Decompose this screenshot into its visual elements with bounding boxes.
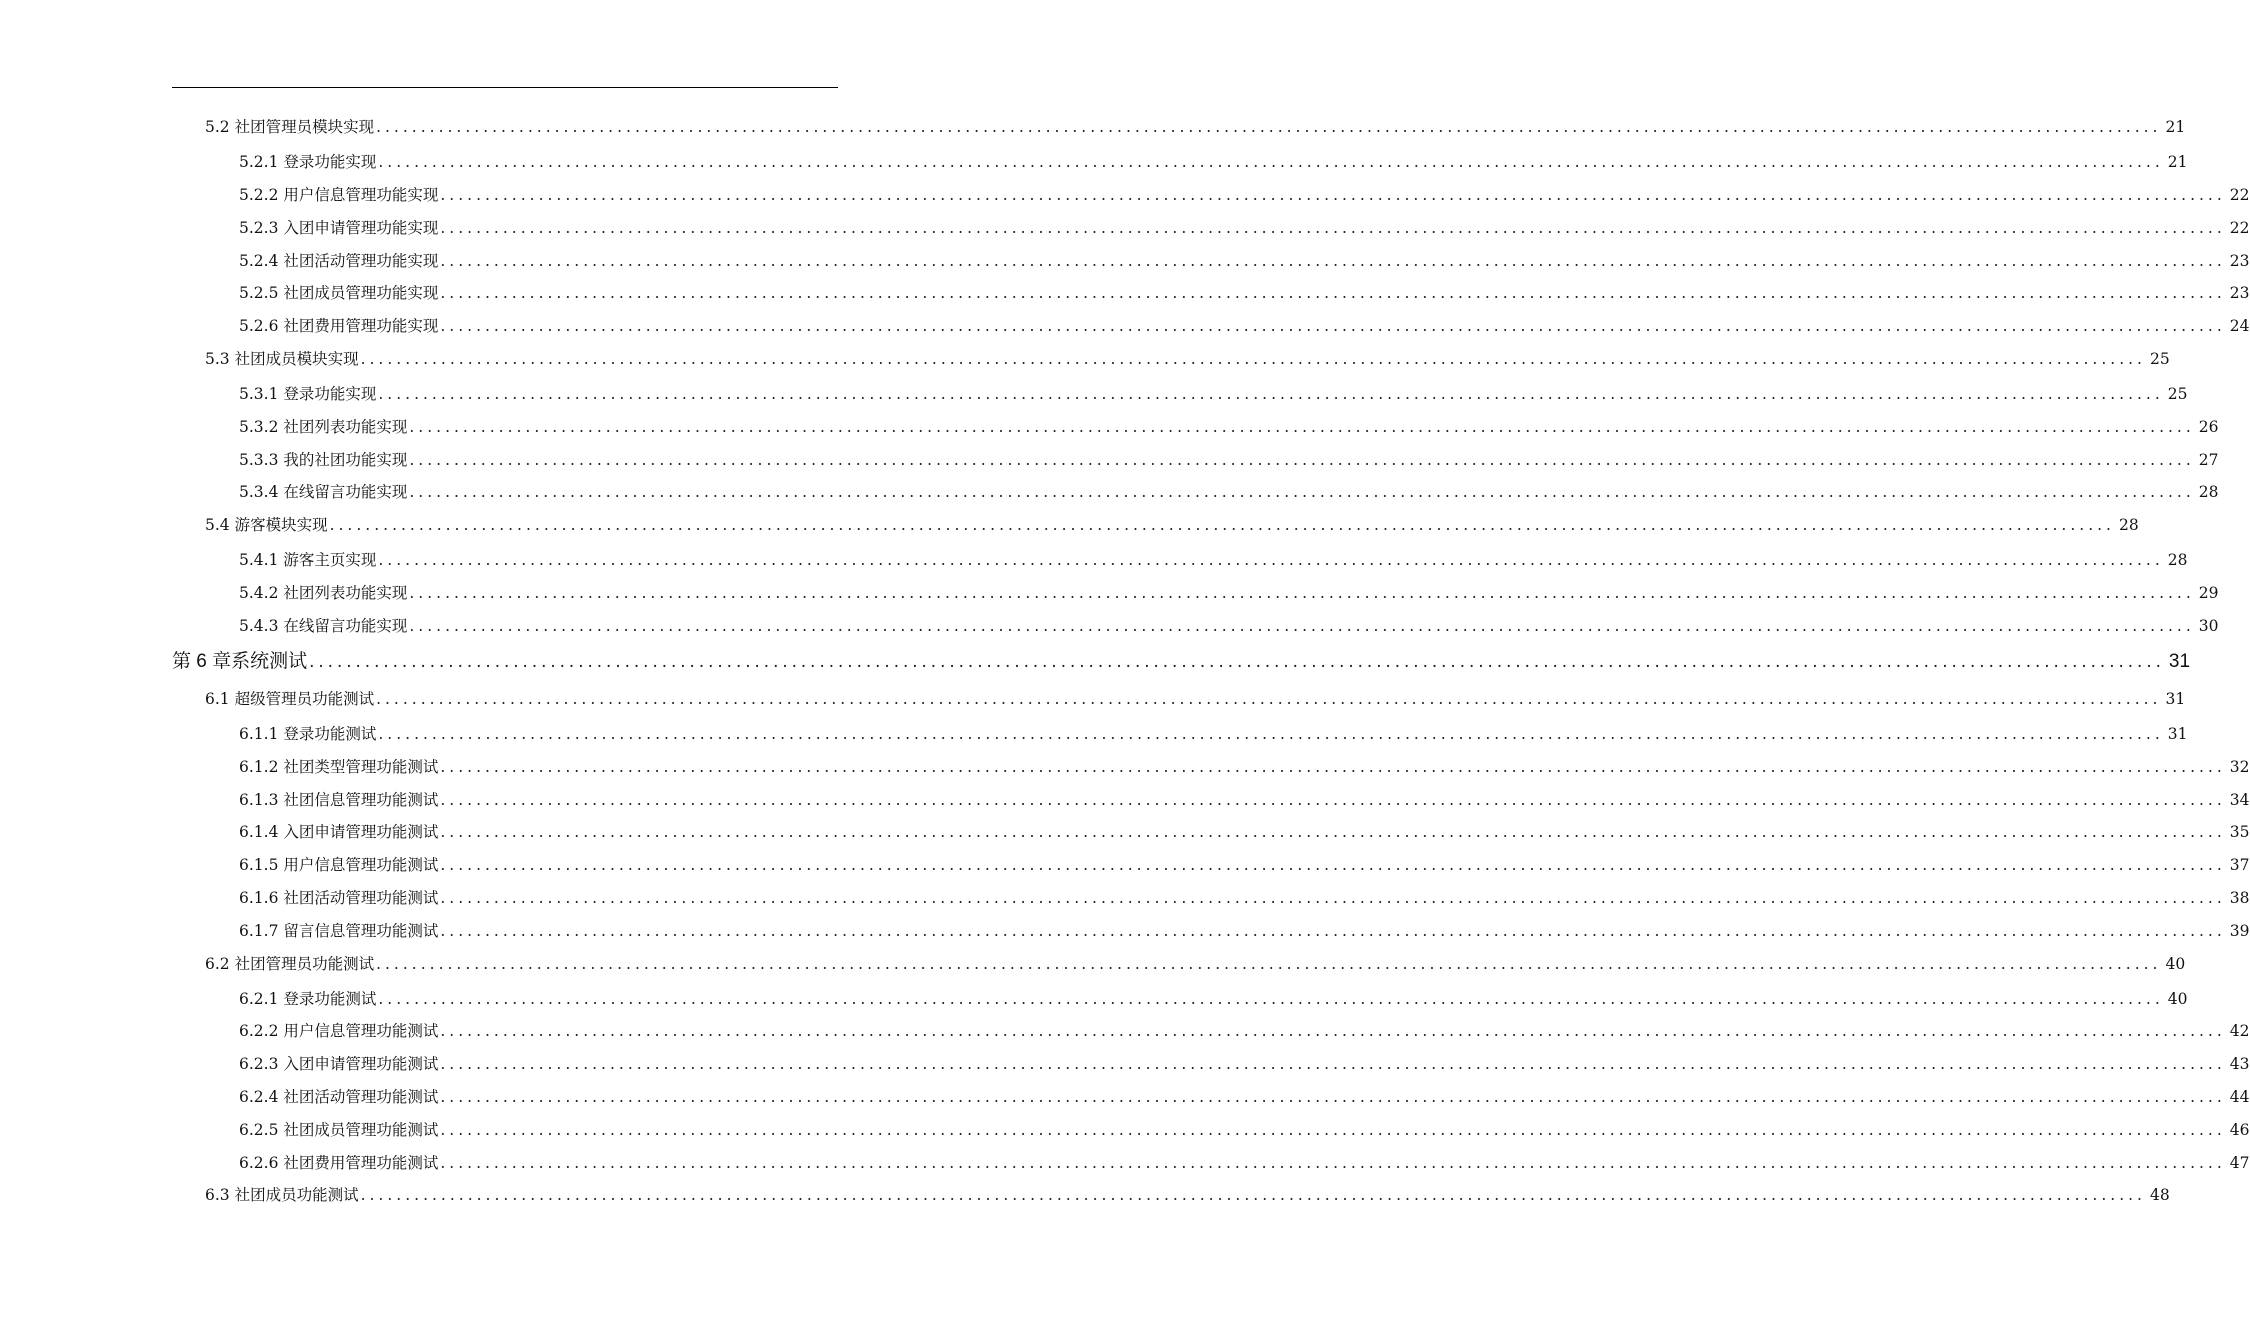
toc-leader-dots: ........................................................................................................................................................................................................ xyxy=(329,516,2115,534)
toc-entry-page: 30 xyxy=(2198,617,2219,635)
toc-entry-title: 6.2.4 社团活动管理功能测试 xyxy=(239,1088,439,1106)
toc-entry-title: 6.1.3 社团信息管理功能测试 xyxy=(239,791,439,809)
toc-entry-page: 27 xyxy=(2198,451,2219,469)
toc-entry-title: 第 6 章系统测试 xyxy=(172,651,308,672)
toc-entry[interactable] xyxy=(239,820,2250,842)
toc-entry-page: 29 xyxy=(2198,584,2219,602)
header-rule xyxy=(172,87,838,88)
toc-entry-title: 6.2.6 社团费用管理功能测试 xyxy=(239,1154,439,1172)
toc-entry-title: 6.1 超级管理员功能测试 xyxy=(205,690,375,708)
toc-entry[interactable] xyxy=(239,548,2188,570)
toc-entry[interactable] xyxy=(205,347,2170,369)
toc-leader-dots: ........................................................................................................................................................................................................ xyxy=(360,1186,2146,1204)
toc-entry-title: 5.4.2 社团列表功能实现 xyxy=(239,584,408,602)
toc-entry-page: 21 xyxy=(2165,118,2186,136)
toc-entry-page: 31 xyxy=(2168,651,2191,672)
toc-entry-page: 34 xyxy=(2229,791,2250,809)
toc-leader-dots: ........................................................................................................................................................................................................ xyxy=(440,1022,2226,1040)
toc-entry-title: 5.2.1 登录功能实现 xyxy=(239,153,377,171)
toc-entry-title: 6.2.1 登录功能测试 xyxy=(239,990,377,1008)
toc-entry-page: 32 xyxy=(2229,758,2250,776)
toc-leader-dots: ........................................................................................................................................................................................................ xyxy=(309,651,2165,672)
toc-entry-title: 5.3.2 社团列表功能实现 xyxy=(239,418,408,436)
toc-leader-dots: ........................................................................................................................................................................................................ xyxy=(360,350,2146,368)
toc-entry[interactable] xyxy=(239,886,2250,908)
toc-entry-title: 5.3.4 在线留言功能实现 xyxy=(239,483,408,501)
toc-leader-dots: ........................................................................................................................................................................................................ xyxy=(440,1088,2226,1106)
toc-entry-page: 44 xyxy=(2229,1088,2250,1106)
toc-entry-page: 37 xyxy=(2229,856,2250,874)
toc-entry-page: 22 xyxy=(2229,186,2250,204)
toc-entry-title: 5.2.2 用户信息管理功能实现 xyxy=(239,186,439,204)
toc-entry-page: 25 xyxy=(2167,385,2188,403)
toc-entry-title: 5.2.4 社团活动管理功能实现 xyxy=(239,252,439,270)
toc-entry-page: 47 xyxy=(2229,1154,2250,1172)
toc-entry-title: 6.1.6 社团活动管理功能测试 xyxy=(239,889,439,907)
toc-entry[interactable] xyxy=(239,614,2219,636)
toc-leader-dots: ........................................................................................................................................................................................................ xyxy=(440,252,2226,270)
toc-entry-page: 40 xyxy=(2167,990,2188,1008)
toc-entry[interactable] xyxy=(239,1052,2250,1074)
toc-leader-dots: ........................................................................................................................................................................................................ xyxy=(409,483,2195,501)
toc-entry[interactable] xyxy=(239,987,2188,1009)
toc-entry-page: 28 xyxy=(2118,516,2139,534)
toc-entry[interactable] xyxy=(239,755,2250,777)
toc-entry[interactable] xyxy=(239,249,2250,271)
toc-entry[interactable] xyxy=(239,853,2250,875)
toc-entry-page: 26 xyxy=(2198,418,2219,436)
toc-leader-dots: ........................................................................................................................................................................................................ xyxy=(440,1055,2226,1073)
toc-entry[interactable] xyxy=(205,687,2186,709)
toc-entry-page: 42 xyxy=(2229,1022,2250,1040)
toc-entry-title: 6.1.1 登录功能测试 xyxy=(239,725,377,743)
toc-entry[interactable] xyxy=(172,646,2191,673)
toc-entry[interactable] xyxy=(239,448,2219,470)
toc-entry-page: 31 xyxy=(2165,690,2186,708)
toc-entry-title: 5.2.3 入团申请管理功能实现 xyxy=(239,219,439,237)
toc-entry-page: 23 xyxy=(2229,252,2250,270)
toc-entry-page: 28 xyxy=(2167,551,2188,569)
toc-entry[interactable] xyxy=(239,722,2188,744)
toc-entry-page: 46 xyxy=(2229,1121,2250,1139)
toc-entry[interactable] xyxy=(205,115,2186,137)
toc-leader-dots: ........................................................................................................................................................................................................ xyxy=(440,922,2226,940)
toc-entry-page: 48 xyxy=(2149,1186,2170,1204)
toc-leader-dots: ........................................................................................................................................................................................................ xyxy=(440,317,2226,335)
toc-leader-dots: ........................................................................................................................................................................................................ xyxy=(378,153,2164,171)
toc-leader-dots: ........................................................................................................................................................................................................ xyxy=(440,219,2226,237)
toc-entry[interactable] xyxy=(205,1183,2170,1205)
toc-entry[interactable] xyxy=(205,952,2186,974)
toc-leader-dots: ........................................................................................................................................................................................................ xyxy=(409,418,2195,436)
toc-entry-title: 6.2.3 入团申请管理功能测试 xyxy=(239,1055,439,1073)
toc-entry-title: 5.4 游客模块实现 xyxy=(205,516,328,534)
toc-leader-dots: ........................................................................................................................................................................................................ xyxy=(378,725,2164,743)
toc-entry-title: 6.1.2 社团类型管理功能测试 xyxy=(239,758,439,776)
toc-entry-title: 5.2.6 社团费用管理功能实现 xyxy=(239,317,439,335)
toc-entry-page: 38 xyxy=(2229,889,2250,907)
toc-entry-page: 24 xyxy=(2229,317,2250,335)
toc-leader-dots: ........................................................................................................................................................................................................ xyxy=(378,385,2164,403)
toc-entry-title: 5.4.1 游客主页实现 xyxy=(239,551,377,569)
toc-entry[interactable] xyxy=(239,415,2219,437)
toc-entry[interactable] xyxy=(239,581,2219,603)
toc-entry-page: 31 xyxy=(2167,725,2188,743)
toc-entry-page: 23 xyxy=(2229,284,2250,302)
toc-leader-dots: ........................................................................................................................................................................................................ xyxy=(440,823,2226,841)
toc-leader-dots: ........................................................................................................................................................................................................ xyxy=(440,758,2226,776)
toc-leader-dots: ........................................................................................................................................................................................................ xyxy=(440,284,2226,302)
toc-leader-dots: ........................................................................................................................................................................................................ xyxy=(440,889,2226,907)
toc-entry[interactable] xyxy=(239,1118,2250,1140)
toc-leader-dots: ........................................................................................................................................................................................................ xyxy=(378,990,2164,1008)
toc-leader-dots: ........................................................................................................................................................................................................ xyxy=(440,791,2226,809)
toc-entry-page: 43 xyxy=(2229,1055,2250,1073)
toc-entry[interactable] xyxy=(205,513,2139,535)
toc-entry-title: 5.4.3 在线留言功能实现 xyxy=(239,617,408,635)
toc-leader-dots: ........................................................................................................................................................................................................ xyxy=(376,690,2162,708)
toc-entry-title: 5.2 社团管理员模块实现 xyxy=(205,118,375,136)
toc-entry-title: 6.2.5 社团成员管理功能测试 xyxy=(239,1121,439,1139)
toc-entry-page: 28 xyxy=(2198,483,2219,501)
toc-entry-title: 6.2.2 用户信息管理功能测试 xyxy=(239,1022,439,1040)
toc-entry-title: 6.3 社团成员功能测试 xyxy=(205,1186,359,1204)
toc-entry-title: 6.1.5 用户信息管理功能测试 xyxy=(239,856,439,874)
toc-entry-page: 25 xyxy=(2149,350,2170,368)
toc-entry[interactable] xyxy=(239,1151,2250,1173)
toc-entry-page: 35 xyxy=(2229,823,2250,841)
toc-entry-title: 6.2 社团管理员功能测试 xyxy=(205,955,375,973)
toc-entry-page: 22 xyxy=(2229,219,2250,237)
toc-leader-dots: ........................................................................................................................................................................................................ xyxy=(378,551,2164,569)
toc-leader-dots: ........................................................................................................................................................................................................ xyxy=(409,584,2195,602)
toc-entry[interactable] xyxy=(239,1019,2250,1041)
toc-entry[interactable] xyxy=(239,281,2250,303)
toc-leader-dots: ........................................................................................................................................................................................................ xyxy=(440,856,2226,874)
toc-leader-dots: ........................................................................................................................................................................................................ xyxy=(376,955,2162,973)
toc-leader-dots: ........................................................................................................................................................................................................ xyxy=(440,186,2226,204)
toc-entry[interactable] xyxy=(239,788,2250,810)
toc-entry[interactable] xyxy=(239,314,2250,336)
toc-entry-title: 5.3 社团成员模块实现 xyxy=(205,350,359,368)
toc-entry[interactable] xyxy=(239,382,2188,404)
toc-leader-dots: ........................................................................................................................................................................................................ xyxy=(440,1121,2226,1139)
toc-leader-dots: ........................................................................................................................................................................................................ xyxy=(409,451,2195,469)
toc-leader-dots: ........................................................................................................................................................................................................ xyxy=(440,1154,2226,1172)
toc-entry-page: 21 xyxy=(2167,153,2188,171)
toc-entry-page: 40 xyxy=(2165,955,2186,973)
toc-entry-title: 5.3.3 我的社团功能实现 xyxy=(239,451,408,469)
toc-entry[interactable] xyxy=(239,150,2188,172)
toc-entry[interactable] xyxy=(239,919,2250,941)
toc-entry[interactable] xyxy=(239,1085,2250,1107)
toc-entry[interactable] xyxy=(239,216,2250,238)
toc-entry-title: 6.1.7 留言信息管理功能测试 xyxy=(239,922,439,940)
toc-entry-title: 5.3.1 登录功能实现 xyxy=(239,385,377,403)
toc-entry-title: 5.2.5 社团成员管理功能实现 xyxy=(239,284,439,302)
toc-leader-dots: ........................................................................................................................................................................................................ xyxy=(376,118,2162,136)
toc-entry-title: 6.1.4 入团申请管理功能测试 xyxy=(239,823,439,841)
toc-leader-dots: ........................................................................................................................................................................................................ xyxy=(409,617,2195,635)
toc-entry[interactable] xyxy=(239,480,2219,502)
toc-entry-page: 39 xyxy=(2229,922,2250,940)
toc-entry[interactable] xyxy=(239,183,2250,205)
